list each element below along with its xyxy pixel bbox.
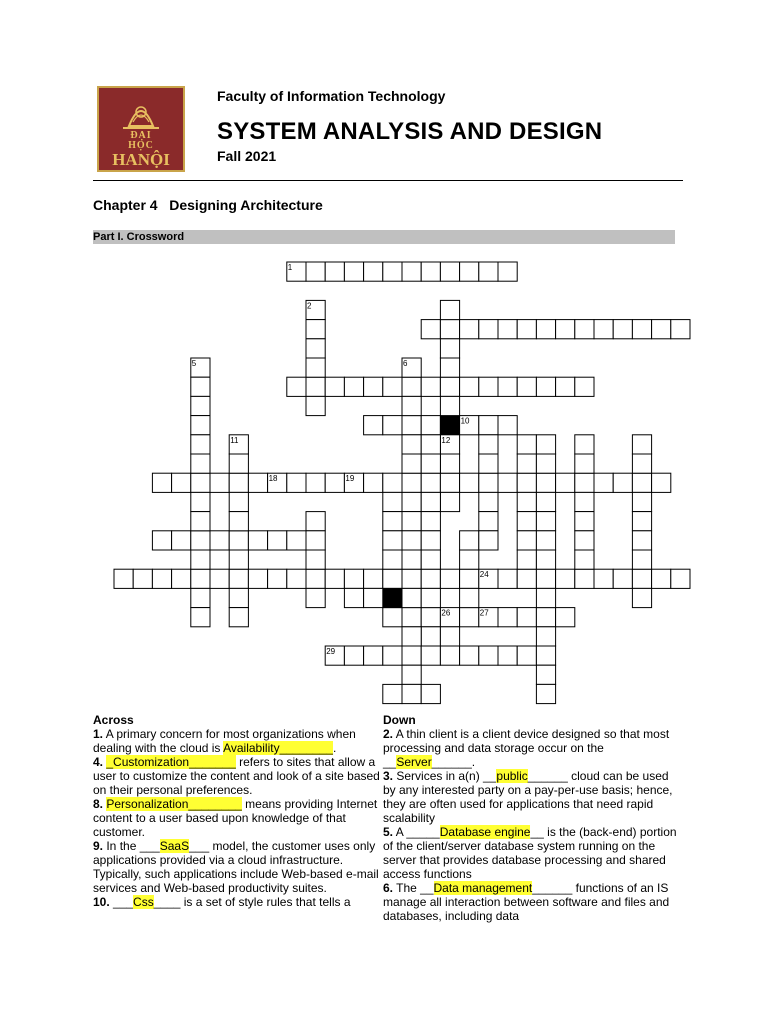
crossword-cell[interactable] [172, 473, 191, 492]
crossword-cell[interactable] [421, 608, 440, 627]
crossword-cell[interactable] [536, 320, 555, 339]
crossword-cell[interactable] [402, 684, 421, 703]
crossword-cell[interactable] [229, 531, 248, 550]
crossword-cell[interactable] [440, 339, 459, 358]
crossword-cell[interactable] [498, 473, 517, 492]
crossword-cell[interactable] [517, 531, 536, 550]
clue-number: 1. [93, 727, 104, 741]
crossword-cell[interactable] [364, 569, 383, 588]
crossword-cell[interactable] [460, 608, 479, 627]
crossword-cell[interactable] [325, 262, 344, 281]
clue-number-label: 18 [268, 474, 278, 484]
down-clue [383, 881, 678, 923]
crossword-cell[interactable] [364, 262, 383, 281]
crossword-cell[interactable] [229, 454, 248, 473]
chapter-heading: Chapter 4 Designing Architecture [93, 197, 323, 213]
course-title: SYSTEM ANALYSIS AND DESIGN [217, 118, 603, 145]
crossword-cell[interactable] [229, 550, 248, 569]
crossword-cell[interactable] [402, 608, 421, 627]
crossword-cell[interactable] [460, 377, 479, 396]
crossword-cell[interactable] [632, 320, 651, 339]
crossword-cell[interactable] [210, 473, 229, 492]
clue-text: means providing Internet content to a user based upon knowledge of that customer. [93, 797, 378, 839]
crossword-cell[interactable] [440, 646, 459, 665]
crossword-cell[interactable] [152, 531, 171, 550]
crossword-cell[interactable] [421, 435, 440, 454]
crossword-cell[interactable] [460, 320, 479, 339]
crossword-cell[interactable] [152, 473, 171, 492]
clue-number: 6. [383, 881, 394, 895]
clue-text: The __ [393, 881, 434, 895]
crossword-cell[interactable] [517, 569, 536, 588]
crossword-cell[interactable] [344, 588, 363, 607]
down-clue [383, 769, 678, 825]
crossword-cell[interactable] [479, 435, 498, 454]
crossword-cell[interactable] [287, 531, 306, 550]
crossword-cell[interactable] [306, 358, 325, 377]
crossword-cell[interactable] [517, 608, 536, 627]
blocked-cell [440, 416, 459, 435]
clue-text: ______ cloud can be used by any interested party on a pay-per-use basis; hence, they are often used for applications that need rapid scalability [383, 769, 673, 825]
clue-text: ______ functions of an IS manage all interaction between software and files and databases, including data [383, 881, 670, 923]
crossword-cell[interactable] [632, 569, 651, 588]
crossword-cell[interactable] [536, 454, 555, 473]
logo-line-1: ĐẠI [130, 130, 152, 141]
crossword-cell[interactable] [498, 646, 517, 665]
clue-answer: SaaS [159, 839, 190, 853]
crossword-cell[interactable] [575, 569, 594, 588]
crossword-cell[interactable] [421, 646, 440, 665]
crossword-cell[interactable] [536, 588, 555, 607]
crossword-cell[interactable] [517, 320, 536, 339]
crossword-cell[interactable] [575, 454, 594, 473]
crossword-cell[interactable] [594, 320, 613, 339]
crossword-cell[interactable] [536, 627, 555, 646]
crossword-cell[interactable] [575, 377, 594, 396]
blocked-cell [383, 588, 402, 607]
crossword-cell[interactable] [671, 320, 690, 339]
crossword-cell[interactable] [421, 684, 440, 703]
crossword-cell[interactable] [479, 320, 498, 339]
crossword-cell[interactable] [133, 569, 152, 588]
across-heading: Across [93, 713, 134, 727]
crossword-cell[interactable] [306, 569, 325, 588]
crossword-cell[interactable] [652, 473, 671, 492]
crossword-cell[interactable] [440, 262, 459, 281]
crossword-cell[interactable] [536, 512, 555, 531]
crossword-cell[interactable] [421, 550, 440, 569]
crossword-cell[interactable] [440, 454, 459, 473]
crossword-cell[interactable] [364, 646, 383, 665]
crossword-cell[interactable] [306, 262, 325, 281]
clue-number: 10. [93, 895, 110, 909]
crossword-cell[interactable] [229, 588, 248, 607]
crossword-cell[interactable] [536, 531, 555, 550]
down-clue [383, 825, 678, 881]
crossword-cell[interactable] [402, 416, 421, 435]
crossword-cell[interactable] [191, 550, 210, 569]
crossword-cell[interactable] [479, 262, 498, 281]
crossword-cell[interactable] [479, 531, 498, 550]
crossword-cell[interactable] [172, 531, 191, 550]
crossword-cell[interactable] [191, 608, 210, 627]
crossword-cell[interactable] [613, 320, 632, 339]
crossword-cell[interactable] [383, 512, 402, 531]
clue-text: A primary concern for most organizations when dealing with the cloud is [93, 727, 356, 755]
crossword-cell[interactable] [248, 473, 267, 492]
crossword-cell[interactable] [421, 512, 440, 531]
crossword-cell[interactable] [383, 531, 402, 550]
crossword-cell[interactable] [229, 608, 248, 627]
crossword-cell[interactable] [536, 608, 555, 627]
crossword-cell[interactable] [421, 531, 440, 550]
across-clue [93, 755, 383, 797]
crossword-cell[interactable] [421, 492, 440, 511]
crossword-cell[interactable] [421, 627, 440, 646]
crossword-cell[interactable] [191, 588, 210, 607]
crossword-cell[interactable] [383, 608, 402, 627]
crossword-cell[interactable] [517, 377, 536, 396]
crossword-cell[interactable] [325, 377, 344, 396]
clue-answer: public [496, 769, 528, 783]
crossword-cell[interactable] [632, 588, 651, 607]
down-heading: Down [383, 713, 416, 727]
crossword-cell[interactable] [229, 569, 248, 588]
crossword-cell[interactable] [344, 646, 363, 665]
crossword-cell[interactable] [479, 492, 498, 511]
crossword-cell[interactable] [671, 569, 690, 588]
crossword-cell[interactable] [344, 262, 363, 281]
crossword-cell[interactable] [306, 512, 325, 531]
clue-text: ___ [109, 895, 134, 909]
crossword-cell[interactable] [229, 492, 248, 511]
crossword-cell[interactable] [517, 454, 536, 473]
crossword-cell[interactable] [210, 531, 229, 550]
clue-text: A _____ [393, 825, 440, 839]
crossword-cell[interactable] [517, 550, 536, 569]
crossword-cell[interactable] [632, 531, 651, 550]
crossword-cell[interactable] [402, 435, 421, 454]
crossword-cell[interactable] [632, 454, 651, 473]
crossword-cell[interactable] [402, 627, 421, 646]
term-label: Fall 2021 [217, 148, 277, 164]
crossword-cell[interactable] [402, 646, 421, 665]
crossword-cell[interactable] [460, 588, 479, 607]
crossword-cell[interactable] [364, 473, 383, 492]
crossword-cell[interactable] [460, 473, 479, 492]
faculty-name: Faculty of Information Technology [217, 88, 446, 104]
clue-number-label: 27 [479, 608, 489, 618]
clue-answer: Css [133, 895, 154, 909]
crossword-cell[interactable] [287, 377, 306, 396]
crossword-cell[interactable] [517, 435, 536, 454]
across-clue [93, 895, 383, 909]
crossword-cell[interactable] [498, 569, 517, 588]
crossword-cell[interactable] [287, 569, 306, 588]
crossword-cell[interactable] [191, 569, 210, 588]
crossword-cell[interactable] [594, 473, 613, 492]
clue-number: 8. [93, 797, 104, 811]
crossword-cell[interactable] [421, 473, 440, 492]
crossword-cell[interactable] [498, 320, 517, 339]
crossword-cell[interactable] [556, 377, 575, 396]
crossword-cell[interactable] [172, 569, 191, 588]
clue-number-label: 6 [403, 359, 408, 368]
crossword-cell[interactable] [440, 358, 459, 377]
crossword-cell[interactable] [575, 550, 594, 569]
crossword-cell[interactable] [556, 569, 575, 588]
crossword-cell[interactable] [191, 435, 210, 454]
crossword-cell[interactable] [536, 684, 555, 703]
crossword-cell[interactable] [191, 492, 210, 511]
crossword-cell[interactable] [306, 550, 325, 569]
crossword-cell[interactable] [460, 569, 479, 588]
clue-number-label: 11 [230, 435, 239, 445]
crossword-cell[interactable] [652, 320, 671, 339]
crossword-cell[interactable] [383, 646, 402, 665]
crossword-cell[interactable] [229, 473, 248, 492]
crossword-cell[interactable] [325, 569, 344, 588]
clue-answer: Database engine [439, 825, 531, 839]
clue-text: . [332, 741, 337, 755]
crossword-cell[interactable] [421, 262, 440, 281]
crossword-cell[interactable] [460, 550, 479, 569]
crossword-cell[interactable] [498, 416, 517, 435]
clue-text: __ is the (back-end) portion of the client/server database system running on the server that provides database processing and shared access functions [383, 825, 677, 881]
clue-number-label: 1 [287, 263, 293, 272]
down-clues [383, 713, 678, 923]
crossword-cell[interactable] [191, 531, 210, 550]
clue-number: 5. [383, 825, 394, 839]
down-clue [383, 727, 678, 769]
crossword-cell[interactable] [460, 646, 479, 665]
crossword-cell[interactable] [440, 492, 459, 511]
clue-answer: Data management [433, 881, 533, 895]
crossword-cell[interactable] [517, 492, 536, 511]
crossword-cell[interactable] [306, 396, 325, 415]
crossword-cell[interactable] [498, 262, 517, 281]
crossword-cell[interactable] [575, 320, 594, 339]
crossword-cell[interactable] [632, 550, 651, 569]
crossword-cell[interactable] [556, 608, 575, 627]
crossword-cell[interactable] [575, 531, 594, 550]
crossword-cell[interactable] [344, 569, 363, 588]
crossword-cell[interactable] [306, 377, 325, 396]
down-clue-list [383, 727, 678, 923]
crossword-cell[interactable] [383, 550, 402, 569]
crossword-cell[interactable] [575, 473, 594, 492]
crossword-cell[interactable] [383, 492, 402, 511]
crossword-cell[interactable] [402, 569, 421, 588]
clue-number-label: 5 [191, 359, 197, 368]
crossword-cell[interactable] [498, 608, 517, 627]
crossword-cell[interactable] [402, 396, 421, 415]
crossword-cell[interactable] [268, 569, 287, 588]
crossword-cell[interactable] [421, 320, 440, 339]
crossword-cell[interactable] [440, 473, 459, 492]
crossword-cell[interactable] [402, 473, 421, 492]
crossword-cell[interactable] [613, 473, 632, 492]
crossword-cell[interactable] [460, 531, 479, 550]
clue-number-label: 26 [441, 608, 451, 618]
crossword-cell[interactable] [556, 473, 575, 492]
crossword-cell[interactable] [479, 416, 498, 435]
clue-text: refers to sites that allow a user to customize the content and look of a site based on their personal preferences. [93, 755, 380, 797]
crossword-cell[interactable] [306, 531, 325, 550]
crossword-cell[interactable] [594, 569, 613, 588]
across-clue-list [93, 727, 383, 909]
crossword-cell[interactable] [229, 512, 248, 531]
crossword-cell[interactable] [268, 531, 287, 550]
crossword-cell[interactable] [248, 569, 267, 588]
crossword-cell[interactable] [383, 473, 402, 492]
clue-text: A thin client is a client device designed so that most processing and data storage occur on the __ [383, 727, 670, 769]
crossword-cell[interactable] [152, 569, 171, 588]
clue-text: ___ model, the customer uses only applications provided via a cloud infrastructure. Typically, such applications include Web-based e-mail services and Web-based productivity suites. [93, 839, 379, 895]
clue-answer: Availability________ [223, 741, 333, 755]
crossword-cell[interactable] [536, 569, 555, 588]
crossword-cell[interactable] [632, 492, 651, 511]
crossword-cell[interactable] [440, 396, 459, 415]
crossword-cell[interactable] [517, 512, 536, 531]
crossword-cell[interactable] [498, 377, 517, 396]
crossword-cell[interactable] [364, 588, 383, 607]
clue-number: 4. [93, 755, 104, 769]
crossword-cell[interactable] [575, 512, 594, 531]
crossword-cell[interactable] [421, 588, 440, 607]
clue-text: ______. [431, 755, 476, 769]
crossword-cell[interactable] [114, 569, 133, 588]
crossword-cell[interactable] [421, 416, 440, 435]
crossword-cell[interactable] [383, 569, 402, 588]
crossword-cell[interactable] [479, 377, 498, 396]
crossword-cell[interactable] [191, 512, 210, 531]
part-heading: Part I. Crossword [93, 230, 675, 244]
crossword-cell[interactable] [248, 531, 267, 550]
crossword-cell[interactable] [632, 435, 651, 454]
crossword-cell[interactable] [306, 473, 325, 492]
crossword-cell[interactable] [652, 569, 671, 588]
crossword-cell[interactable] [402, 377, 421, 396]
clue-number: 3. [383, 769, 394, 783]
clue-number-label: 24 [479, 570, 489, 580]
clue-number-label: 2 [307, 301, 312, 311]
crossword-cell[interactable] [460, 262, 479, 281]
crossword-cell[interactable] [383, 684, 402, 703]
crossword-cell[interactable] [536, 473, 555, 492]
crossword-cell[interactable] [440, 320, 459, 339]
crossword-cell[interactable] [575, 435, 594, 454]
crossword-cell[interactable] [517, 646, 536, 665]
crossword-cell[interactable] [517, 473, 536, 492]
crossword-cell[interactable] [632, 512, 651, 531]
crossword-cell[interactable] [306, 320, 325, 339]
crossword-cell[interactable] [421, 454, 440, 473]
logo-line-2: HỌC [128, 140, 154, 151]
crossword-cell[interactable] [421, 377, 440, 396]
crossword-cell[interactable] [536, 377, 555, 396]
crossword-cell[interactable] [613, 569, 632, 588]
crossword-cell[interactable] [479, 473, 498, 492]
crossword-cell[interactable] [287, 473, 306, 492]
across-clues [93, 713, 383, 909]
clue-number-label: 12 [441, 435, 451, 445]
crossword-cell[interactable] [536, 646, 555, 665]
crossword-cell[interactable] [402, 512, 421, 531]
crossword-cell[interactable] [536, 492, 555, 511]
crossword-cell[interactable] [402, 588, 421, 607]
crossword-cell[interactable] [191, 396, 210, 415]
crossword-cell[interactable] [306, 339, 325, 358]
clue-number-label: 29 [326, 647, 336, 656]
crossword-cell[interactable] [344, 377, 363, 396]
crossword-cell[interactable] [364, 416, 383, 435]
crossword-cell[interactable] [210, 569, 229, 588]
clue-number: 2. [383, 727, 394, 741]
crossword-cell[interactable] [479, 454, 498, 473]
clue-answer: Server [396, 755, 432, 769]
crossword-cell[interactable] [191, 377, 210, 396]
crossword-cell[interactable] [402, 665, 421, 684]
crossword-cell[interactable] [479, 646, 498, 665]
clue-number-label: 10 [460, 416, 470, 426]
clue-text: ____ is a set of style rules that tells a [153, 895, 351, 909]
crossword-cell[interactable] [325, 473, 344, 492]
crossword-cell[interactable] [440, 569, 459, 588]
crossword-cell[interactable] [191, 416, 210, 435]
crossword-cell[interactable] [402, 531, 421, 550]
crossword-cell[interactable] [402, 262, 421, 281]
crossword-cell[interactable] [306, 588, 325, 607]
crossword-cell[interactable] [440, 377, 459, 396]
crossword-cell[interactable] [421, 569, 440, 588]
clue-text: In the ___ [103, 839, 160, 853]
crossword-cell[interactable] [536, 665, 555, 684]
crossword-cell[interactable] [402, 492, 421, 511]
clue-number-label: 19 [345, 474, 355, 484]
crossword-cell[interactable] [536, 550, 555, 569]
crossword-cell[interactable] [556, 320, 575, 339]
clue-answer: Personalization________ [106, 797, 242, 811]
crossword-cell[interactable] [632, 473, 651, 492]
clue-answer: _Customization_______ [106, 755, 236, 769]
crossword-cell[interactable] [383, 377, 402, 396]
crossword-cell[interactable] [191, 473, 210, 492]
crossword-cell[interactable] [383, 262, 402, 281]
crossword-cell[interactable] [440, 300, 459, 319]
across-clue [93, 797, 383, 839]
crossword-cell[interactable] [479, 512, 498, 531]
logo-line-3: HANỘI [112, 150, 170, 169]
crossword-cell[interactable] [383, 416, 402, 435]
crossword-cell[interactable] [364, 377, 383, 396]
crossword-cell[interactable] [440, 627, 459, 646]
across-clue [93, 727, 383, 755]
across-clue [93, 839, 383, 895]
clue-text: Services in a(n) __ [393, 769, 497, 783]
crossword-cell[interactable] [402, 550, 421, 569]
crossword-cell[interactable] [402, 454, 421, 473]
crossword-cell[interactable] [575, 492, 594, 511]
crossword-cell[interactable] [536, 435, 555, 454]
crossword-cell[interactable] [191, 454, 210, 473]
clue-number: 9. [93, 839, 104, 853]
